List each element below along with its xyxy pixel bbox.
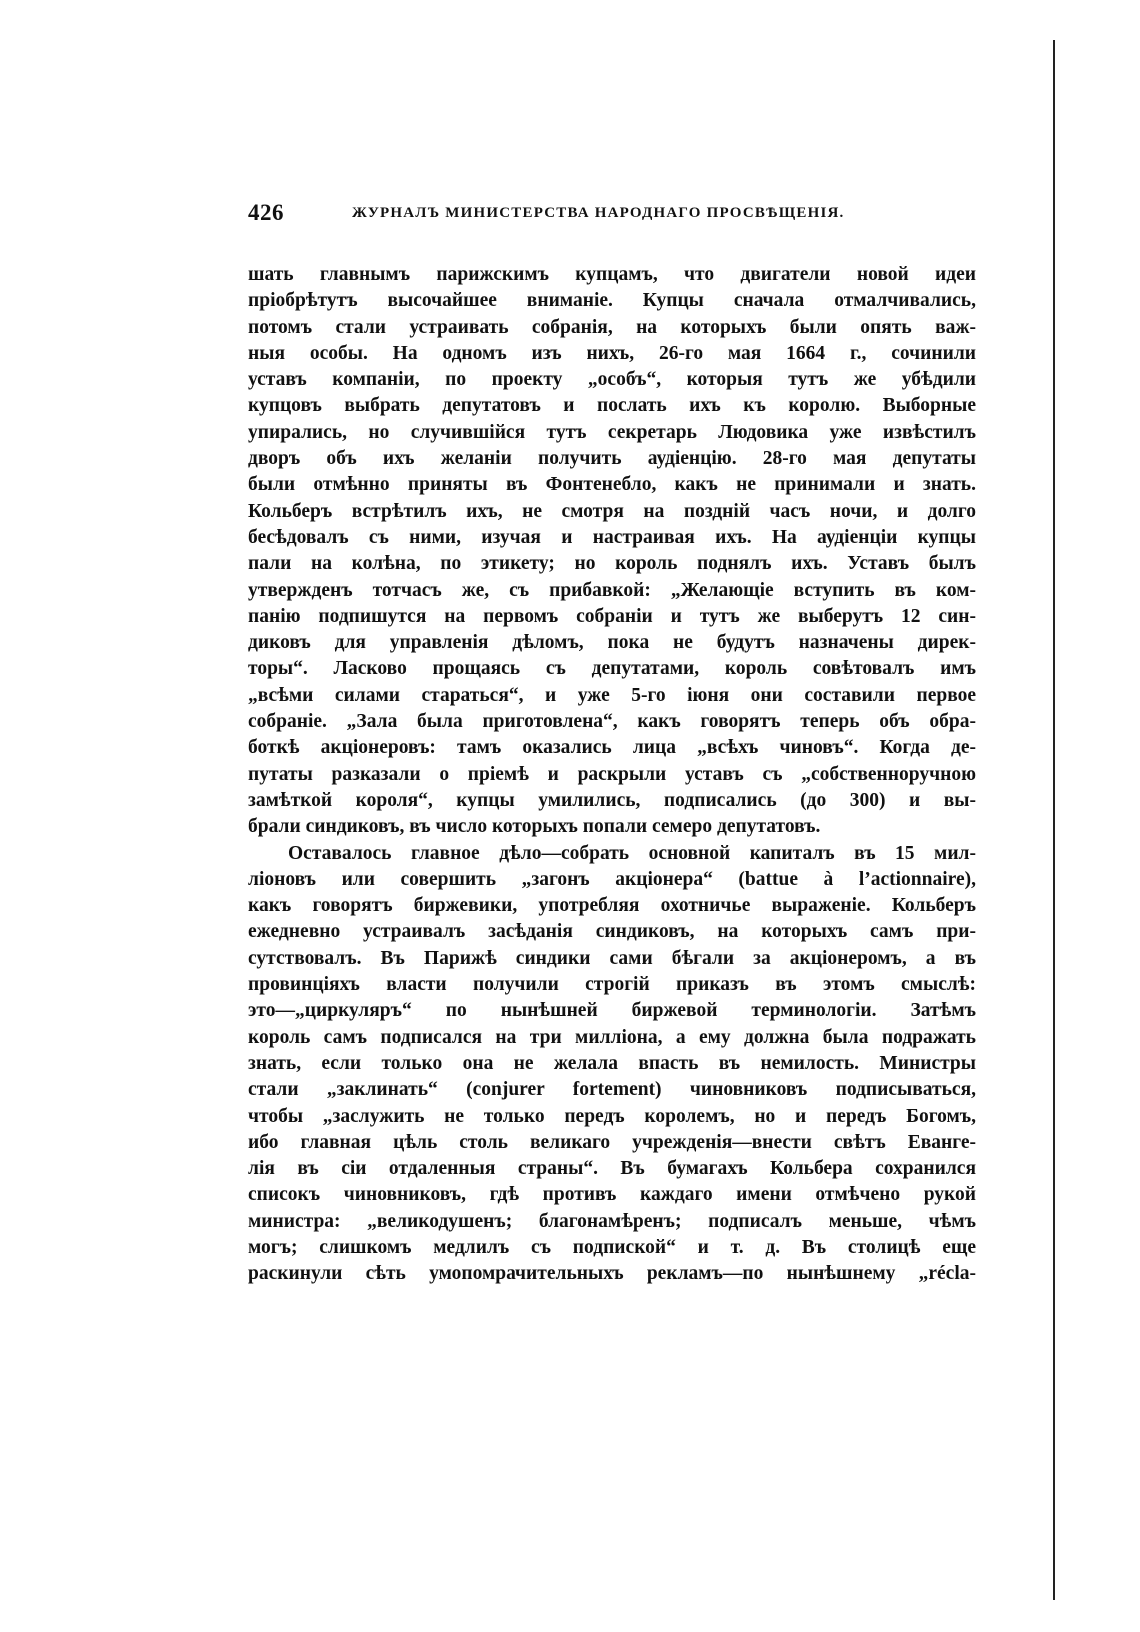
text-line: пріобрѣтутъ высочайшее вниманіе. Купцы сначала отмалчивались, (248, 290, 976, 312)
text-line: списокъ чиновниковъ, гдѣ противъ каждаго имени отмѣчено рукой (248, 1184, 976, 1206)
text-line: упирались, но случившійся тутъ секретарь Людовика уже извѣстилъ (248, 421, 976, 443)
text-line: замѣткой короля“, купцы умилились, подписались (до 300) и вы- (248, 789, 976, 811)
text-line: стали „заклинать“ (conjurer fortement) чиновниковъ подписываться, (248, 1079, 976, 1101)
text-line: утвержденъ тотчасъ же, съ прибавкой: „Желающіе вступить въ ком- (248, 579, 976, 601)
text-line: ныя особы. На одномъ изъ нихъ, 26-го мая 1664 г., сочинили (248, 342, 976, 364)
text-line: собраніе. „Зала была приготовлена“, какъ говорятъ теперь объ обра- (248, 711, 976, 733)
paragraph (248, 262, 976, 841)
text-line: министра: „великодушенъ; благонамѣренъ; подписалъ меньше, чѣмъ (248, 1210, 976, 1232)
text-line: боткѣ акціонеровъ: тамъ оказались лица „всѣхъ чиновъ“. Когда де- (248, 737, 976, 759)
text-line: уставъ компаніи, по проекту „особъ“, которыя тутъ же убѣдили (248, 369, 976, 391)
text-line: чтобы „заслужить не только передъ королемъ, но и передъ Богомъ, (248, 1105, 976, 1127)
text-line: брали синдиковъ, въ число которыхъ попали семеро депутатовъ. (248, 816, 821, 838)
text-line: путаты разказали о пріемѣ и раскрыли уставъ съ „собственноручною (248, 763, 976, 785)
text-line: сутствовалъ. Въ Парижѣ синдики сами бѣгали за акціонеромъ, а въ (248, 947, 976, 969)
text-line: провинціяхъ власти получили строгій приказъ въ этомъ смыслѣ: (248, 974, 976, 996)
text-line: панію подпишутся на первомъ собраніи и тутъ же выберутъ 12 син- (248, 605, 976, 627)
text-line: бесѣдовалъ съ ними, изучая и настраивая ихъ. На аудіенціи купцы (248, 526, 976, 548)
page-edge-rule (1053, 40, 1055, 1600)
text-line: раскинули сѣть умопомрачительныхъ рекламъ—по нынѣшнему „récla- (248, 1263, 976, 1285)
text-line: ибо главная цѣль столь великаго учрежденія—внести свѣтъ Еванге- (248, 1131, 976, 1153)
text-line: ліоновъ или совершить „загонъ акціонера“ (battue à l’actionnaire), (248, 868, 976, 890)
text-line: были отмѣнно приняты въ Фонтенебло, какъ не принимали и знать. (248, 474, 976, 496)
paragraph (248, 841, 976, 1288)
running-title: ЖУРНАЛЪ МИНИСТЕРСТВА НАРОДНАГО ПРОСВѢЩЕНІЯ. (352, 205, 845, 221)
text-line: это—„циркуляръ“ по нынѣшней биржевой терминологіи. Затѣмъ (248, 1000, 976, 1022)
body-text (248, 262, 976, 1288)
text-line: потомъ стали устраивать собранія, на которыхъ были опять важ- (248, 316, 976, 338)
text-line: Кольберъ встрѣтилъ ихъ, не смотря на поздній часъ ночи, и долго (248, 500, 976, 522)
page-number: 426 (248, 200, 284, 225)
text-line: „всѣми силами стараться“, и уже 5-го іюня они составили первое (248, 684, 976, 706)
text-line: дворъ объ ихъ желаніи получить аудіенцію. 28-го мая депутаты (248, 448, 976, 470)
text-line: знать, если только она не желала впасть въ немилость. Министры (248, 1052, 976, 1074)
page-header (248, 200, 968, 236)
text-line: диковъ для управленія дѣломъ, пока не будутъ назначены дирек- (248, 632, 976, 654)
text-line: Оставалось главное дѣло—собрать основной капиталъ въ 15 мил- (288, 842, 976, 864)
text-line: ежедневно устраивалъ засѣданія синдиковъ, на которыхъ самъ при- (248, 921, 976, 943)
text-line: торы“. Ласково прощаясь съ депутатами, король совѣтовалъ имъ (248, 658, 976, 680)
text-line: король самъ подписался на три милліона, а ему должна была подражать (248, 1026, 976, 1048)
text-line: лія въ сіи отдаленныя страны“. Въ бумагахъ Кольбера сохранился (248, 1158, 976, 1180)
text-line: пали на колѣна, по этикету; но король поднялъ ихъ. Уставъ былъ (248, 553, 976, 575)
text-line: шать главнымъ парижскимъ купцамъ, что двигатели новой идеи (248, 264, 976, 285)
text-line: могъ; слишкомъ медлилъ съ подпиской“ и т. д. Въ столицѣ еще (248, 1236, 976, 1258)
text-line: купцовъ выбрать депутатовъ и послать ихъ къ королю. Выборные (248, 395, 976, 417)
text-line: какъ говорятъ биржевики, употребляя охотничье выраженіе. Кольберъ (248, 895, 976, 917)
